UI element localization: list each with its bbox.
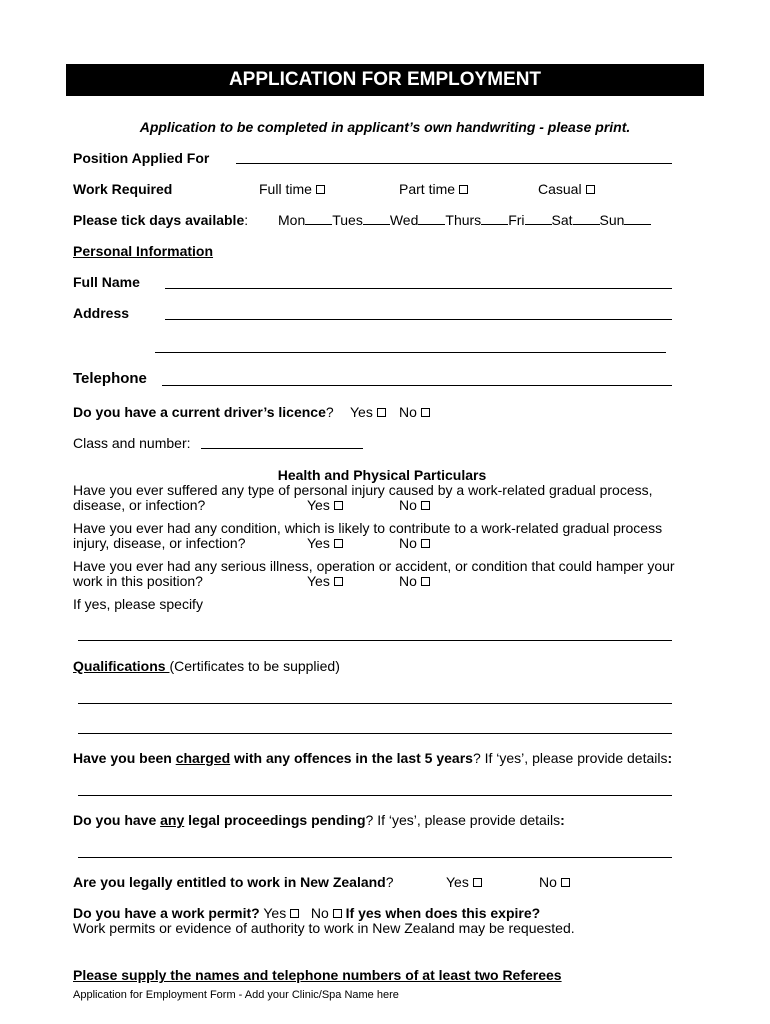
day-mon: Mon [278, 212, 306, 228]
health-heading: Health and Physical Particulars [277, 467, 487, 483]
health-q1-no-label: No [399, 497, 417, 513]
health-q3-line1: Have you ever had any serious illness, operation or accident, or condition that could hamper your [73, 558, 675, 574]
health-q3-yes-label: Yes [307, 573, 330, 589]
permit-yes-checkbox[interactable] [290, 909, 299, 918]
entitled-row [73, 874, 394, 890]
health-q1-line1: Have you ever suffered any type of personal injury caused by a work-related gradual process, [73, 482, 653, 498]
casual-option[interactable] [538, 181, 595, 197]
licence-row [73, 404, 334, 420]
parttime-option[interactable] [399, 181, 468, 197]
permit-question: Do you have a work permit? [73, 905, 260, 921]
entitled-no[interactable] [539, 874, 570, 890]
proceedings-post: legal proceedings pending [184, 812, 366, 828]
day-wed: Wed [389, 212, 419, 228]
class-number-field[interactable] [201, 448, 363, 449]
day-sat-blank[interactable] [573, 212, 600, 225]
personal-heading: Personal Information [73, 243, 214, 259]
entitled-question: Are you legally entitled to work in New Zealand [73, 874, 386, 890]
form-title: APPLICATION FOR EMPLOYMENT [66, 64, 704, 96]
charged-emph: charged [175, 750, 231, 766]
proceedings-pre: Do you have [73, 812, 161, 828]
proceedings-row [73, 812, 565, 828]
qualifications-field-1[interactable] [78, 703, 672, 704]
licence-no-label: No [399, 404, 417, 420]
permit-no[interactable] [311, 905, 342, 921]
specify-field[interactable] [78, 640, 672, 641]
telephone-field[interactable] [162, 385, 672, 386]
health-q2-yes-label: Yes [307, 535, 330, 551]
full-name-label: Full Name [73, 274, 140, 290]
position-field[interactable] [236, 163, 672, 164]
day-mon-blank[interactable] [305, 212, 332, 225]
address-label: Address [73, 305, 130, 321]
charged-qmark: ? If ‘yes’, please provide details [472, 750, 668, 766]
permit-note: Work permits or evidence of authority to work in New Zealand may be requested. [73, 920, 575, 936]
health-q2-no-label: No [399, 535, 417, 551]
day-thurs: Thurs [445, 212, 482, 228]
licence-question: Do you have a current driver’s licence [73, 404, 326, 420]
day-fri: Fri [508, 212, 525, 228]
proceedings-field[interactable] [78, 857, 672, 858]
health-q3-no[interactable] [399, 573, 430, 589]
day-tues: Tues [332, 212, 363, 228]
page-footer: Application for Employment Form - Add your Clinic/Spa Name here [73, 989, 399, 1001]
position-label: Position Applied For [73, 150, 210, 166]
day-sat: Sat [551, 212, 573, 228]
licence-yes-label: Yes [350, 404, 373, 420]
health-q1-yes-checkbox[interactable] [334, 501, 343, 510]
health-q2-line1: Have you ever had any condition, which is likely to contribute to a work-related gradual process [73, 520, 663, 536]
telephone-label: Telephone [73, 370, 147, 387]
licence-yes[interactable] [350, 404, 386, 420]
address-field-1[interactable] [165, 319, 672, 320]
licence-qmark: ? [325, 404, 334, 420]
health-q3-line2: work in this position? [73, 573, 203, 589]
charged-field[interactable] [78, 795, 672, 796]
health-q1-yes[interactable] [307, 497, 343, 513]
casual-label: Casual [538, 181, 582, 197]
permit-yes-label: Yes [263, 905, 287, 921]
permit-expire: If yes when does this expire? [345, 905, 541, 921]
qualifications-field-2[interactable] [78, 733, 672, 734]
qualifications-row [73, 658, 340, 674]
day-wed-blank[interactable] [418, 212, 445, 225]
specify-label: If yes, please specify [73, 596, 203, 612]
proceedings-colon: : [560, 812, 565, 828]
permit-no-checkbox[interactable] [333, 909, 342, 918]
health-q2-yes-checkbox[interactable] [334, 539, 343, 548]
health-q1-line2: disease, or infection? [73, 497, 206, 513]
day-sun-blank[interactable] [624, 212, 651, 225]
proceedings-emph: any [160, 812, 185, 828]
entitled-yes-label: Yes [446, 874, 469, 890]
health-q2-line2: injury, disease, or infection? [73, 535, 246, 551]
days-label-row [73, 212, 248, 228]
fulltime-checkbox[interactable] [316, 185, 325, 194]
licence-no-checkbox[interactable] [421, 408, 430, 417]
entitled-no-label: No [539, 874, 557, 890]
parttime-label: Part time [399, 181, 456, 197]
parttime-checkbox[interactable] [459, 185, 468, 194]
address-field-2[interactable] [155, 352, 666, 353]
health-q3-no-checkbox[interactable] [421, 577, 430, 586]
charged-colon: : [667, 750, 673, 766]
licence-no[interactable] [399, 404, 430, 420]
work-required-label: Work Required [73, 181, 173, 197]
health-q2-yes[interactable] [307, 535, 343, 551]
health-q1-no-checkbox[interactable] [421, 501, 430, 510]
referees-heading: Please supply the names and telephone numbers of at least two Referees [73, 967, 562, 983]
proceedings-qmark: ? If ‘yes’, please provide details [365, 812, 561, 828]
health-q3-yes-checkbox[interactable] [334, 577, 343, 586]
days-colon: : [244, 212, 249, 228]
entitled-yes-checkbox[interactable] [473, 878, 482, 887]
casual-checkbox[interactable] [586, 185, 595, 194]
health-q2-no-checkbox[interactable] [421, 539, 430, 548]
permit-row [73, 905, 540, 921]
qualifications-note: (Certificates to be supplied) [169, 658, 340, 674]
fulltime-option[interactable] [259, 181, 325, 197]
day-fri-blank[interactable] [525, 212, 552, 225]
class-number-label: Class and number: [73, 435, 191, 451]
health-q2-no[interactable] [399, 535, 430, 551]
days-label: Please tick days available [73, 212, 245, 228]
charged-row [73, 750, 672, 766]
fulltime-label: Full time [259, 181, 312, 197]
charged-pre: Have you been [73, 750, 176, 766]
health-q3-yes[interactable] [307, 573, 343, 589]
charged-post: with any offences in the last 5 years [230, 750, 473, 766]
permit-no-label: No [310, 905, 329, 921]
day-tues-blank[interactable] [363, 212, 390, 225]
licence-yes-checkbox[interactable] [377, 408, 386, 417]
qualifications-heading: Qualifications [73, 658, 170, 674]
form-subtitle: Application to be completed in applicant’s own handwriting - please print. [139, 119, 631, 135]
health-q3-no-label: No [399, 573, 417, 589]
day-thurs-blank[interactable] [481, 212, 508, 225]
full-name-field[interactable] [165, 288, 672, 289]
permit-yes[interactable] [263, 905, 299, 921]
days-row [278, 212, 651, 228]
entitled-yes[interactable] [446, 874, 482, 890]
health-q1-no[interactable] [399, 497, 430, 513]
entitled-qmark: ? [385, 874, 394, 890]
entitled-no-checkbox[interactable] [561, 878, 570, 887]
health-q1-yes-label: Yes [307, 497, 330, 513]
day-sun: Sun [599, 212, 625, 228]
